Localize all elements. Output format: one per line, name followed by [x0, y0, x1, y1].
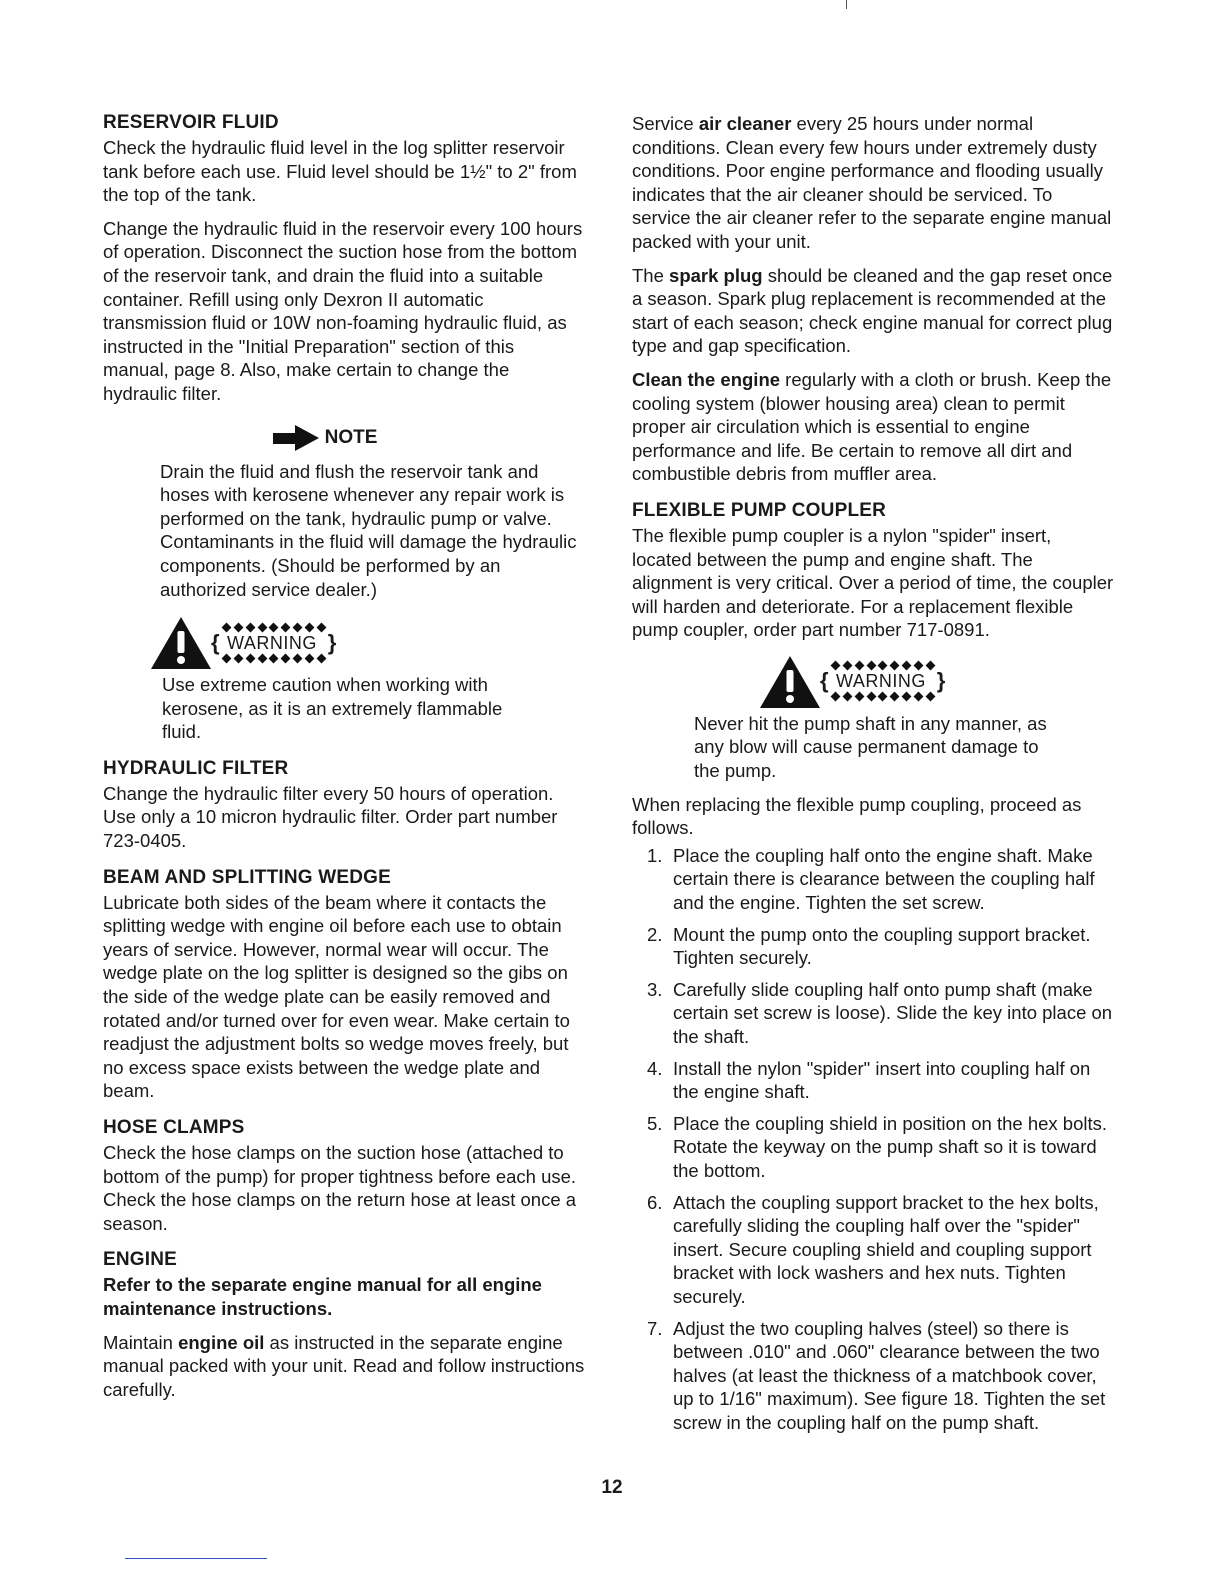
list-item: 1. Place the coupling half onto the engine shaft. Make certain there is clearance between the coupling half and the engine. Tighten the set screw. — [647, 844, 1095, 914]
note-callout-heading — [103, 424, 585, 452]
beam-wedge-text: Lubricate both sides of the beam where it contacts the splitting wedge with engine oil before each use to obtain years of service. However, normal wear will occur. The wedge plate on the log splitter is designed so the gibs on the side of the wedge plate can be easily removed and rotated and/or turned over for even wear. Make certain to readjust the adjustment bolts so wedge moves freely, but no excess space exists between the wedge plate and beam. — [103, 891, 570, 1102]
replace-intro-text: When replacing the flexible pump coupling, proceed as follows. — [632, 793, 1082, 839]
clean-engine-text: Clean the engine regularly with a cloth or brush. Keep the cooling system (blower housing area) clean to permit proper air circulation which is essential to engine performance and life. Be certain to remove all dirt and combustible debris from muffler area. — [632, 368, 1112, 485]
pump-coupler-heading: FLEXIBLE PUMP COUPLER — [632, 499, 887, 521]
warning-badge: { WARNING } — [822, 667, 940, 696]
list-item: 2. Mount the pump onto the coupling support bracket. Tighten securely. — [647, 923, 1091, 969]
warning-badge: { WARNING } — [213, 629, 331, 658]
note-label: NOTE — [324, 426, 378, 448]
left-column — [103, 112, 585, 1411]
hydraulic-filter-text: Change the hydraulic filter every 50 hours of operation. Use only a 10 micron hydraulic filter. Order part number 723-0405. — [103, 782, 558, 852]
note-text: Drain the fluid and flush the reservoir tank and hoses with kerosene whenever any repair work is performed on the tank, hydraulic pump or valve. Contaminants in the fluid will damage the hydraulic components. (Should be performed by an authorized service dealer.) — [160, 460, 577, 600]
pump-warning-text: Never hit the pump shaft in any manner, as any blow will cause permanent damage to the pump. — [694, 712, 1047, 782]
beam-wedge-heading: BEAM AND SPLITTING WEDGE — [103, 866, 392, 888]
scan-mark — [846, 0, 847, 9]
list-item: 4. Install the nylon "spider" insert into coupling half on the engine shaft. — [647, 1057, 1091, 1103]
list-item: 7. Adjust the two coupling halves (steel) so there is between .010" and .060" clearance between the two halves (at least the thickness of a matchbook cover, up to 1/16" maximum). See figure 18. Tighten the set screw in the coupling half on the pump shaft. — [647, 1317, 1106, 1433]
replacement-steps-list — [632, 844, 1114, 1435]
engine-heading: ENGINE — [103, 1249, 178, 1271]
list-item: 5. Place the coupling shield in position on the hex bolts. Rotate the keyway on the pump shaft so it is toward the bottom. — [647, 1112, 1108, 1181]
warning-label: WARNING — [227, 632, 317, 653]
hydraulic-filter-heading: HYDRAULIC FILTER — [103, 757, 289, 779]
footer-rule — [125, 1558, 267, 1559]
engine-subheading: Refer to the separate engine manual for all engine maintenance instructions. — [103, 1274, 542, 1319]
reservoir-fluid-heading: RESERVOIR FLUID — [103, 112, 279, 133]
reservoir-fluid-paragraph-1: Check the hydraulic fluid level in the log splitter reservoir tank before each use. Fluid level should be 1½" to 2" from the top of the tank. — [103, 137, 577, 206]
list-item: 3. Carefully slide coupling half onto pump shaft (make certain set screw is loose). Slide the key into place on the shaft. — [647, 978, 1113, 1047]
warning-triangle-icon — [758, 654, 822, 710]
engine-oil-text: Maintain engine oil as instructed in the separate engine manual packed with your unit. Read and follow instructions carefully. — [103, 1331, 585, 1400]
air-cleaner-text: Service air cleaner every 25 hours under normal conditions. Clean every few hours under extremely dusty conditions. Poor engine performance and flooding usually indicates that the air cleaner should be serviced. To service the air cleaner refer to the separate engine manual packed with your unit. — [632, 113, 1112, 252]
list-item: 6. Attach the coupling support bracket to the hex bolts, carefully sliding the coupling half over the "spider" insert. Secure coupling shield and coupling support bracket with lock washers and hex nuts. Tighten securely. — [647, 1191, 1099, 1307]
reservoir-fluid-paragraph-2: Change the hydraulic fluid in the reservoir every 100 hours of operation. Disconnect the suction hose from the bottom of the reservoir tank, and drain the fluid into a suitable container. Refill using only Dexron II automatic transmission fluid or 10W non-foaming hydraulic fluid, as instructed in the "Initial Preparation" section of this manual, page 8. Also, make certain to change the hydraulic filter. — [103, 217, 583, 404]
pump-coupler-text: The flexible pump coupler is a nylon "spider" insert, located between the pump and engine shaft. The alignment is very critical. Over a period of time, the coupler will harden and deteriorate. For a replacement flexible pump coupler, order part number 717-0891. — [632, 524, 1114, 641]
warning-callout-heading-2 — [758, 654, 1114, 710]
warning-callout-heading — [149, 615, 585, 671]
spark-plug-text: The spark plug should be cleaned and the gap reset once a season. Spark plug replacement is recommended at the start of each season; check engine manual for correct plug type and gap specification. — [632, 264, 1113, 357]
hose-clamps-text: Check the hose clamps on the suction hose (attached to bottom of the pump) for proper tightness before each use. Check the hose clamps on the return hose at least once a season. — [103, 1142, 577, 1234]
hose-clamps-heading: HOSE CLAMPS — [103, 1117, 245, 1138]
right-column — [632, 112, 1114, 1443]
warning-label: WARNING — [836, 671, 926, 692]
arrow-right-icon — [271, 424, 323, 452]
warning-text: Use extreme caution when working with kerosene, as it is an extremely flammable fluid. — [162, 674, 503, 743]
warning-triangle-icon — [149, 615, 213, 671]
page-number: 12 — [601, 1477, 623, 1498]
